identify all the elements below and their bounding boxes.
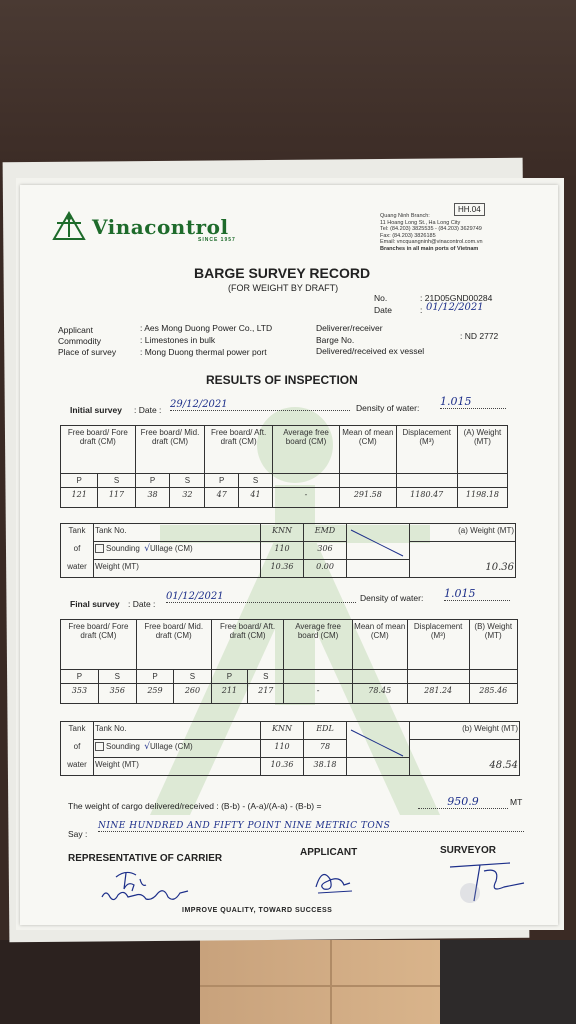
branch-line: Fax: (84.203) 3826185 [380, 232, 436, 239]
commodity-value: : Limestones in bulk [140, 335, 216, 345]
cross-line [347, 722, 407, 758]
surveyor-sig-label: SURVEYOR [440, 845, 496, 856]
value-cell: 260 [174, 684, 211, 704]
header-weight: (B) Weight (MT) [469, 620, 518, 670]
header-average: Average free board (CM) [284, 620, 352, 670]
ullage-label: Ullage (CM) [150, 742, 193, 751]
tank-label: Tank [61, 524, 94, 542]
branch-line: Tel: (84.203) 3825535 - (84.203) 3629749 [380, 226, 482, 232]
branch-line: Email: vncquangninh@vinacontrol.com.vn [380, 239, 483, 245]
desk-surface [0, 0, 576, 180]
tile-seam [200, 985, 440, 987]
ullage-1: 110 [261, 542, 304, 560]
ps-cell: S [174, 670, 211, 684]
crossed-cell [347, 722, 410, 758]
place-label: Place of survey [58, 347, 117, 357]
barge-label: Barge No. [316, 335, 355, 345]
cargo-weight-unit: MT [510, 797, 523, 807]
initial-date-label: : Date : [134, 405, 162, 415]
applicant-sig-label: APPLICANT [300, 847, 358, 858]
header-mid: Free board/ Mid. draft (CM) [135, 426, 205, 474]
ps-cell: S [98, 670, 136, 684]
value-cell: 32 [170, 488, 205, 508]
value-cell: 211 [211, 684, 247, 704]
value-cell: 117 [98, 488, 135, 508]
water-label: water [61, 758, 94, 776]
result-label: (b) Weight (MT) [410, 722, 520, 740]
weight-2: 0.00 [304, 560, 347, 578]
initial-draft-table [60, 425, 508, 508]
initial-tank-table [60, 523, 516, 578]
weight-label: Weight (MT) [94, 560, 261, 578]
ps-cell: S [98, 474, 135, 488]
applicant-signature [310, 863, 360, 897]
sounding-checkbox[interactable] [95, 742, 104, 751]
weight-label: Weight (MT) [94, 758, 261, 776]
tank-id-2: EMD [304, 524, 347, 542]
branch-info [380, 213, 550, 252]
tank-id-1: KNN [261, 524, 304, 542]
value-cell: 217 [248, 684, 284, 704]
weight-2: 38.18 [304, 758, 347, 776]
tile-seam [330, 940, 332, 1024]
result-value: 10.36 [410, 560, 516, 578]
result-value: 48.54 [410, 758, 520, 776]
sounding-ullage-row [94, 740, 261, 758]
header-mean: Mean of mean (CM) [340, 426, 396, 474]
header-mean: Mean of mean (CM) [352, 620, 407, 670]
ps-cell: S [239, 474, 273, 488]
sounding-label: Sounding [106, 544, 140, 553]
header-average: Average free board (CM) [272, 426, 339, 474]
initial-density-value: 1.015 [440, 395, 506, 409]
header-fore: Free board/ Fore draft (CM) [61, 426, 136, 474]
header-mid: Free board/ Mid. draft (CM) [136, 620, 211, 670]
branch-line: 11 Hoang Long St., Ha Long City [380, 219, 461, 226]
crossed-cell [347, 524, 410, 560]
value-cell: 121 [61, 488, 98, 508]
cargo-weight-value: 950.9 [418, 795, 508, 809]
ullage-check-mark: √ [144, 544, 151, 554]
final-draft-table [60, 619, 518, 704]
of-label: of [61, 740, 94, 758]
tank-no-label: Tank No. [94, 524, 261, 542]
date-label: Date [374, 305, 392, 315]
final-density-value: 1.015 [444, 587, 510, 601]
of-label: of [61, 542, 94, 560]
cross-line [347, 524, 407, 560]
date-value: 01/12/2021 [426, 302, 484, 313]
document-subtitle: (FOR WEIGHT BY DRAFT) [228, 283, 339, 293]
deliverer-label: Deliverer/receiver [316, 323, 383, 333]
form-code: HH.04 [454, 203, 485, 216]
value-cell: - [272, 488, 339, 508]
header-displacement: Displacement (M³) [407, 620, 469, 670]
value-cell: 353 [61, 684, 99, 704]
applicant-label: Applicant [58, 325, 93, 335]
ullage-label: Ullage (CM) [150, 544, 193, 553]
ps-cell: S [248, 670, 284, 684]
footer-slogan: IMPROVE QUALITY, TOWARD SUCCESS [182, 907, 333, 914]
value-cell: 78.45 [352, 684, 407, 704]
surveyor-signature [440, 853, 530, 905]
final-date-label: : Date : [128, 599, 156, 609]
header-fore: Free board/ Fore draft (CM) [61, 620, 137, 670]
value-cell: 1180.47 [396, 488, 457, 508]
branch-line: Branches in all main ports of Vietnam [380, 245, 479, 252]
applicant-value: : Aes Mong Duong Power Co., LTD [140, 323, 273, 333]
final-density-label: Density of water: [360, 593, 424, 603]
header-aft: Free board/ Aft. draft (CM) [211, 620, 284, 670]
value-cell: 38 [135, 488, 170, 508]
commodity-label: Commodity [58, 336, 101, 346]
value-cell: 291.58 [340, 488, 396, 508]
ullage-check-mark: √ [144, 742, 151, 752]
sounding-ullage-row [94, 542, 261, 560]
value-cell: 47 [205, 488, 239, 508]
vinacontrol-logo-icon [52, 211, 86, 241]
initial-survey-label: Initial survey [70, 405, 122, 415]
carrier-signature [96, 867, 206, 907]
ullage-2: 306 [304, 542, 347, 560]
sounding-checkbox[interactable] [95, 544, 104, 553]
sounding-label: Sounding [106, 742, 140, 751]
initial-density-label: Density of water: [356, 403, 420, 413]
company-name: Vinacontrol [92, 215, 229, 239]
weight-1: 10.36 [261, 758, 304, 776]
ullage-2: 78 [304, 740, 347, 758]
document-title: BARGE SURVEY RECORD [194, 265, 371, 281]
ps-cell: P [211, 670, 247, 684]
tank-id-2: EDL [304, 722, 347, 740]
tank-label: Tank [61, 722, 94, 740]
value-cell: 259 [136, 684, 173, 704]
header-displacement: Displacement (M³) [396, 426, 457, 474]
initial-date-value: 29/12/2021 [170, 399, 350, 411]
ps-cell: P [205, 474, 239, 488]
no-label: No. [374, 293, 388, 303]
value-cell: 285.46 [469, 684, 518, 704]
no-value: : 21D05GND00284 [420, 293, 493, 303]
carrier-rep-label: REPRESENTATIVE OF CARRIER [68, 853, 223, 864]
vessel-label: Delivered/received ex vessel [316, 346, 425, 356]
value-cell: 356 [98, 684, 136, 704]
final-date-value: 01/12/2021 [166, 591, 356, 603]
company-since: SINCE 1957 [198, 237, 236, 243]
ps-cell: P [135, 474, 170, 488]
barge-value: : ND 2772 [460, 331, 499, 341]
value-cell: 41 [239, 488, 273, 508]
branch-line: Quang Ninh Branch: [380, 213, 430, 219]
say-label: Say : [68, 829, 88, 839]
value-cell: 281.24 [407, 684, 469, 704]
water-label: water [61, 560, 94, 578]
tank-id-1: KNN [261, 722, 304, 740]
ps-cell: P [61, 670, 99, 684]
ps-cell: P [61, 474, 98, 488]
value-cell: 1198.18 [457, 488, 507, 508]
header-weight: (A) Weight (MT) [457, 426, 507, 474]
ps-cell: P [136, 670, 173, 684]
place-value: : Mong Duong thermal power port [140, 347, 267, 357]
weight-1: 10.36 [261, 560, 304, 578]
header-aft: Free board/ Aft. draft (CM) [205, 426, 273, 474]
ullage-1: 110 [261, 740, 304, 758]
results-heading: RESULTS OF INSPECTION [206, 373, 358, 387]
tank-no-label: Tank No. [94, 722, 261, 740]
value-cell: - [284, 684, 352, 704]
ps-cell: S [170, 474, 205, 488]
final-tank-table [60, 721, 520, 776]
cargo-weight-label: The weight of cargo delivered/received : (B-b) - (A-a)/(A-a) - (B-b) = [68, 801, 322, 811]
floor-tiles [0, 940, 576, 1024]
final-survey-label: Final survey [70, 599, 120, 609]
survey-document: Vinacontrol SINCE 1957 HH.04 Quang Ninh Branch: 11 Hoang Long St., Ha Long City Tel: (84.203) 3825535 - (84.203) 3629749 Fax: (84.203) 3826185 Email: vncquangninh@vinacontrol.com.vn Branches in all main ports of Vietnam BARGE SURVEY RECORD (FOR WEIGHT BY DRAFT) No. : 21D05GND00284 Date : 01/12/2021 Applicant : Aes Mong Duong Power Co., LTD Commodity : Limestones in bulk Place of survey : Mong Duong thermal power port Deliverer/receiver Barge No. : ND 2772 Delivered/received ex vessel RESULTS OF INSPECTION Initial survey : Date : 29/12/2021 Density of water: 1.015 Free board/ Fore draft (CM) Free board/ Mid. draft (CM) Free board/ Aft. draft (CM) Average free board (CM) Mean of mean (CM) Displacement (M³) (A) Weight (MT) P S P S P S 121 117 38 32 47 41 - 291.58 1180.47 1198.18 Tank Tank No. KNN EMD (a) Weight (MT) of Sounding √Ullage (CM) 110 306 water Weight (MT) 10.36 0.00 10.36 Final survey : Date : 01/12/2021 Density of water: 1.015 Free board/ Fore draft (CM) Free board/ Mid. draft (CM) Free board/ Aft. draft (CM) Average free board (CM) Mean of mean (CM) Displacement (M³) (B) Weight (MT) P S P S P S 353 356 259 260 211 217 - 78.45 281.24 285.46 Tank Tank No. KNN EDL (b) Weight (MT) of Sounding √Ullage (CM) 110 78 water Weight (MT) 10.36 38.18 48.54 The weight of cargo delivered/received : (B-b) - (A-a)/(A-a) - (B-b) = 950.9 MT Say : NINE HUNDRED AND FIFTY POINT NINE METRIC TONS REPRESENTATIVE OF CARRIER APPLICANT SURVEYOR IMPROVE QUALITY, TOWARD SUCCESS [20, 185, 558, 925]
say-value: NINE HUNDRED AND FIFTY POINT NINE METRIC TONS [98, 821, 524, 832]
result-label: (a) Weight (MT) [410, 524, 516, 542]
